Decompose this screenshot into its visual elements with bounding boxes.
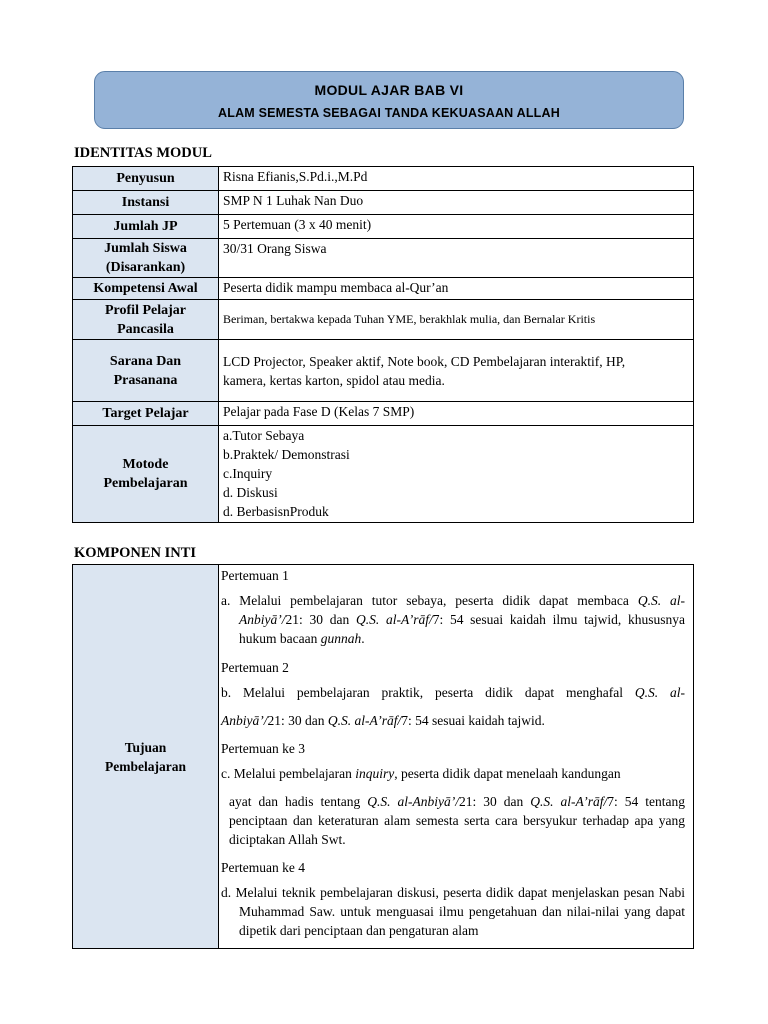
table-row	[73, 215, 694, 239]
row-value-line: kamera, kertas karton, spidol atau media.	[223, 372, 445, 388]
list-item: b.Praktek/ Demonstrasi	[223, 447, 350, 462]
row-label-line: Tujuan	[124, 739, 167, 755]
list-item: d. Diskusi	[223, 485, 278, 500]
row-label	[73, 565, 219, 949]
row-label-line: Sarana Dan	[109, 353, 182, 369]
objective-item: c. Melalui pembelajaran inquiry, peserta didik dapat menelaah kandungan	[221, 766, 621, 781]
row-value: Pelajar pada Fase D (Kelas 7 SMP)	[219, 402, 694, 426]
objective-item: b. Melalui pembelajaran praktik, peserta didik dapat menghafal Q.S. al-	[221, 685, 685, 700]
row-label-line: Jumlah Siswa	[104, 241, 187, 256]
section-heading-komponen: KOMPONEN INTI	[74, 545, 197, 561]
row-value	[219, 340, 694, 402]
meeting-heading: Pertemuan ke 3	[221, 741, 305, 756]
table-row	[73, 191, 694, 215]
table-row	[73, 340, 694, 402]
table-row	[73, 402, 694, 426]
module-title: MODUL AJAR BAB VI	[314, 82, 464, 98]
meeting-heading: Pertemuan ke 4	[221, 860, 305, 875]
table-row	[73, 300, 694, 340]
list-item: a.Tutor Sebaya	[223, 428, 305, 443]
identitas-table	[72, 166, 694, 523]
section-heading-identitas: IDENTITAS MODUL	[74, 145, 212, 161]
row-label: Penyusun	[73, 167, 219, 191]
list-item: d. BerbasisnProduk	[223, 504, 329, 519]
row-label: Instansi	[73, 191, 219, 215]
row-value: Peserta didik mampu membaca al-Qur’an	[219, 278, 694, 300]
row-label-line: (Disarankan)	[105, 260, 186, 275]
meeting-heading: Pertemuan 1	[221, 568, 289, 583]
row-value: 5 Pertemuan (3 x 40 menit)	[219, 215, 694, 239]
komponen-table	[72, 564, 694, 949]
row-value: 30/31 Orang Siswa	[219, 239, 694, 278]
tujuan-content	[219, 565, 693, 948]
objective-item: a. Melalui pembelajaran tutor sebaya, peserta didik dapat membaca Q.S. al-Anbiyā’/21: 30 dan Q.S. al-A’rāf/7: 54 sesuai kaidah ilmu tajwid, khususnya hukum bacaan gunnah.	[221, 593, 685, 646]
row-label	[73, 239, 219, 278]
row-value: Risna Efianis,S.Pd.i.,M.Pd	[219, 167, 694, 191]
row-label-line: Pembelajaran	[103, 476, 188, 491]
table-row	[73, 565, 694, 949]
row-label-line: Pancasila	[117, 321, 174, 337]
objective-item-cont: ayat dan hadis tentang Q.S. al-Anbiyā’/21: 30 dan Q.S. al-A’rāf/7: 54 tentang penciptaan dan keteraturan alam semesta serta cara bersyukur terhadap apa yang diciptakan Allah Swt.	[229, 794, 685, 847]
row-label	[73, 340, 219, 402]
table-row	[73, 278, 694, 300]
module-subtitle: ALAM SEMESTA SEBAGAI TANDA KEKUASAAN ALLAH	[218, 106, 560, 120]
row-value-line: LCD Projector, Speaker aktif, Note book, CD Pembelajaran interaktif, HP,	[223, 353, 626, 369]
title-banner	[94, 71, 684, 129]
meeting-heading: Pertemuan 2	[221, 660, 289, 675]
table-row	[73, 426, 694, 523]
table-row	[73, 239, 694, 278]
row-label-line: Prasanana	[113, 372, 178, 388]
row-label-line: Profil Pelajar	[105, 302, 186, 318]
row-label-line: Pembelajaran	[105, 758, 186, 774]
row-label-line: Motode	[122, 457, 169, 472]
objective-item-cont: Anbiyā’/21: 30 dan Q.S. al-A’rāf/7: 54 sesuai kaidah tajwid.	[221, 713, 545, 728]
row-label: Jumlah JP	[73, 215, 219, 239]
row-value: Beriman, bertakwa kepada Tuhan YME, berakhlak mulia, dan Bernalar Kritis	[219, 300, 694, 340]
row-value	[219, 565, 694, 949]
row-value: SMP N 1 Luhak Nan Duo	[219, 191, 694, 215]
row-label	[73, 426, 219, 523]
objective-item: d. Melalui teknik pembelajaran diskusi, peserta didik dapat menjelaskan pesan Nabi Muhammad Saw. untuk menguasai ilmu pengetahuan dan nilai-nilai yang dapat dipetik dari penciptaan dan pengaturan alam	[221, 885, 685, 938]
row-label	[73, 300, 219, 340]
list-item: c.Inquiry	[223, 466, 273, 481]
row-label: Kompetensi Awal	[73, 278, 219, 300]
row-value	[219, 426, 694, 523]
row-label: Target Pelajar	[73, 402, 219, 426]
table-row	[73, 167, 694, 191]
